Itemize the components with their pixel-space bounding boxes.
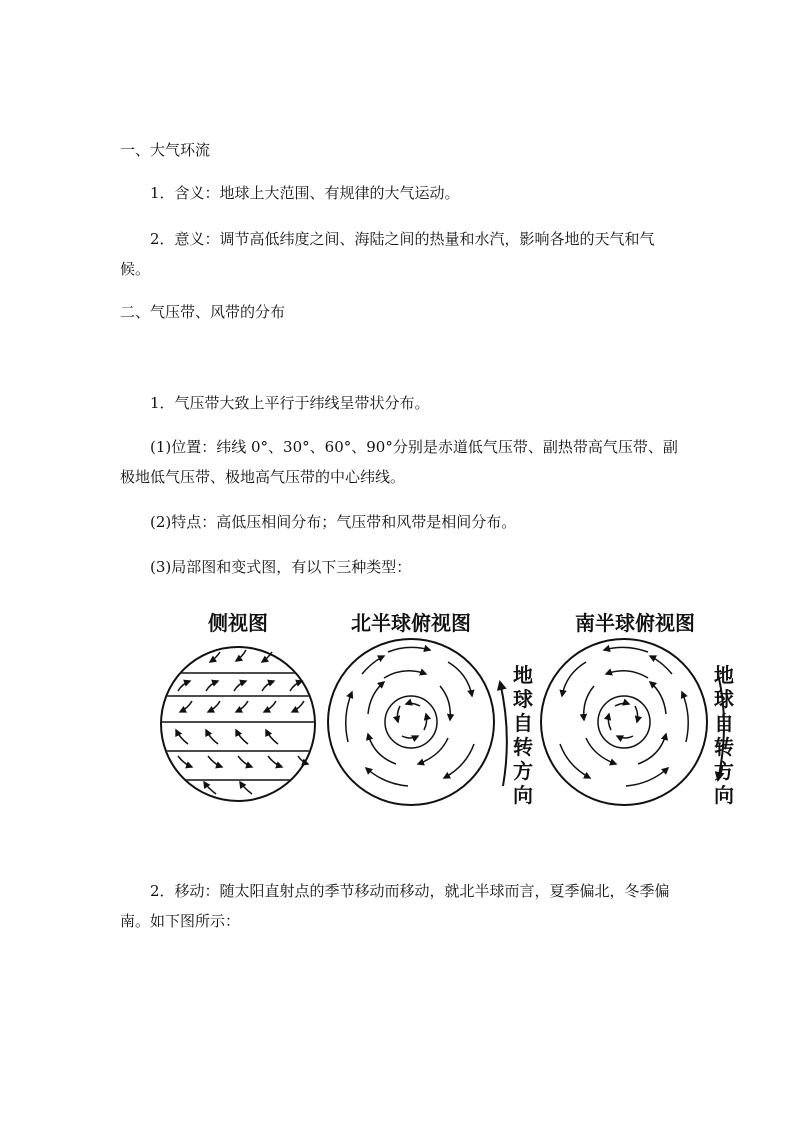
section1-title: 一、大气环流 [120,141,211,159]
svg-text:转: 转 [714,735,734,759]
side-view-diagram [158,647,318,801]
north-view-title: 北半球俯视图 [351,611,471,635]
significance-paragraph: 2．意义：调节高低纬度之间、海陆之间的热量和水汽，影响各地的天气和气候。 [120,230,655,278]
south-rotation-label [714,663,734,807]
wind-belt-figure [148,604,738,814]
svg-text:地: 地 [714,663,734,687]
south-view-title: 南半球俯视图 [575,611,695,635]
svg-text:地: 地 [513,663,533,687]
svg-text:球: 球 [714,687,734,711]
svg-text:自: 自 [513,711,533,735]
north-view-diagram [328,639,507,805]
side-view-title: 侧视图 [208,611,268,635]
svg-text:球: 球 [513,687,533,711]
feature-paragraph: (2)特点：高低压相间分布；气压带和风带是相间分布。 [150,513,517,531]
svg-text:自: 自 [714,711,734,735]
definition-paragraph: 1．含义：地球上大范围、有规律的大气运动。 [150,184,460,202]
section2-title: 二、气压带、风带的分布 [120,303,286,321]
types-paragraph: (3)局部图和变式图，有以下三种类型： [150,558,412,576]
north-rotation-label [513,663,533,807]
svg-text:方: 方 [714,759,734,783]
svg-text:转: 转 [513,735,533,759]
pressure-belt-paragraph: 1．气压带大致上平行于纬线呈带状分布。 [150,394,430,412]
svg-text:向: 向 [714,783,734,807]
svg-text:方: 方 [513,759,533,783]
movement-paragraph: 2．移动：随太阳直射点的季节移动而移动，就北半球而言，夏季偏北，冬季偏南。如下图所示： [120,882,670,930]
svg-text:向: 向 [513,783,533,807]
position-paragraph: (1)位置：纬线 0°、30°、60°、90°分别是赤道低气压带、副热带高气压带、副极地低气压带、极地高气压带的中心纬线。 [120,438,678,486]
south-view-diagram [541,639,724,805]
